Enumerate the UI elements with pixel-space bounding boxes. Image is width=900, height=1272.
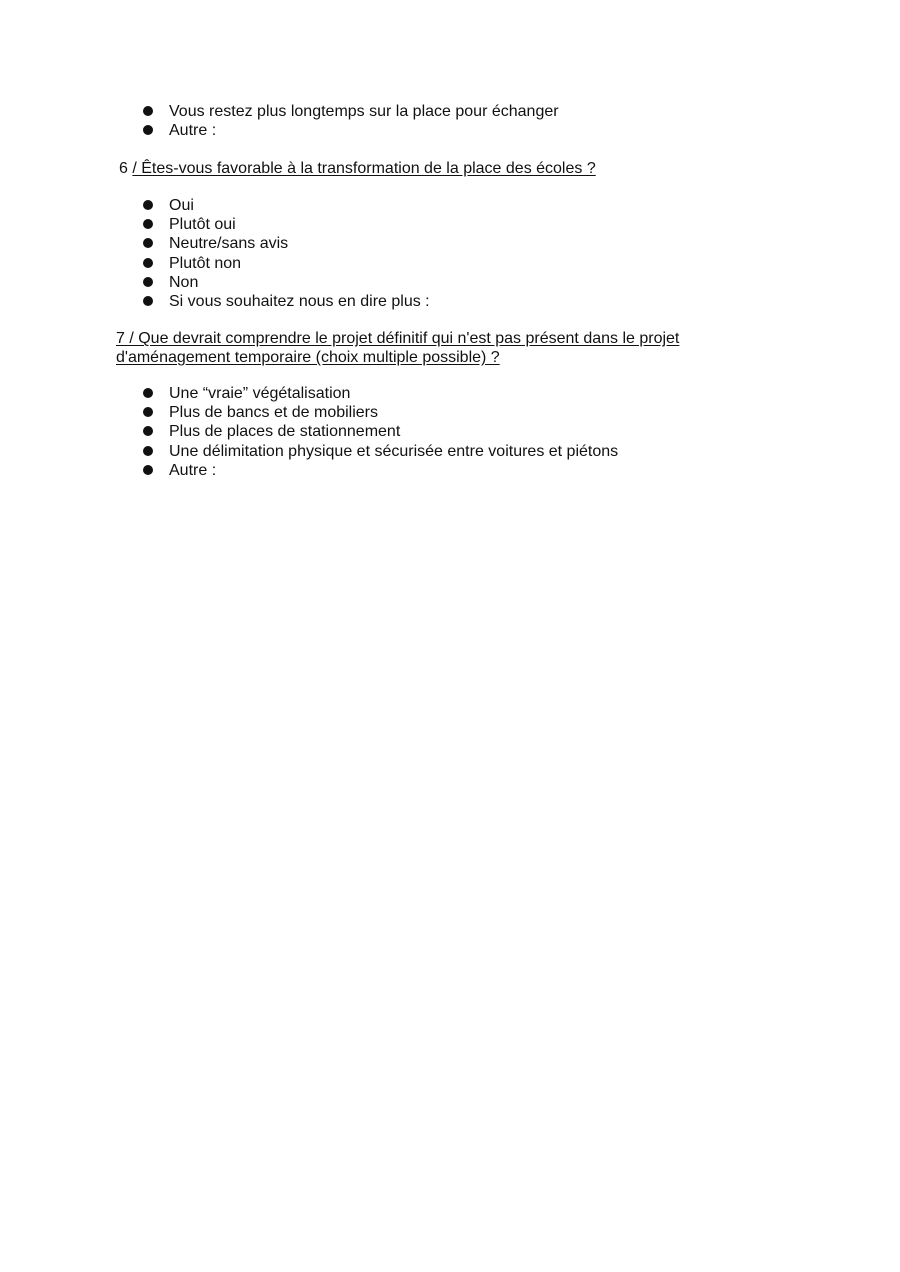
option-label: Plutôt oui bbox=[169, 216, 236, 234]
bullet-icon bbox=[143, 388, 153, 398]
bullet-icon bbox=[143, 125, 153, 135]
continued-options-list bbox=[143, 102, 559, 140]
list-item bbox=[143, 442, 618, 461]
question-7-line-1: 7 / Que devrait comprendre le projet définitif qui n'est pas présent dans le projet bbox=[116, 330, 680, 347]
list-item bbox=[143, 196, 430, 215]
bullet-icon bbox=[143, 465, 153, 475]
option-label: Une délimitation physique et sécurisée entre voitures et piétons bbox=[169, 442, 619, 460]
bullet-icon bbox=[143, 446, 153, 456]
list-item bbox=[143, 102, 559, 121]
list-item bbox=[143, 403, 618, 422]
option-label: Plus de bancs et de mobiliers bbox=[169, 404, 378, 422]
list-item bbox=[143, 234, 430, 253]
bullet-icon bbox=[143, 258, 153, 268]
question-7-options bbox=[143, 384, 618, 480]
option-label: Non bbox=[169, 273, 199, 291]
bullet-icon bbox=[143, 426, 153, 436]
list-item bbox=[143, 215, 430, 234]
list-item bbox=[143, 384, 618, 403]
option-label: Autre : bbox=[169, 122, 217, 140]
question-6-text: / Êtes-vous favorable à la transformation de la place des écoles ? bbox=[132, 160, 596, 177]
option-label: Autre : bbox=[169, 461, 217, 479]
bullet-icon bbox=[143, 238, 153, 248]
question-7 bbox=[116, 329, 679, 367]
bullet-icon bbox=[143, 219, 153, 229]
bullet-icon bbox=[143, 407, 153, 417]
option-label: Oui bbox=[169, 197, 194, 214]
list-item bbox=[143, 461, 618, 480]
question-6-number: 6 bbox=[119, 160, 128, 177]
bullet-icon bbox=[143, 277, 153, 287]
list-item bbox=[143, 292, 430, 311]
option-label: Plus de places de stationnement bbox=[169, 423, 401, 441]
bullet-icon bbox=[143, 296, 153, 306]
question-6 bbox=[119, 159, 596, 178]
option-label: Une “vraie” végétalisation bbox=[169, 385, 351, 402]
bullet-icon bbox=[143, 106, 153, 116]
option-label: Si vous souhaitez nous en dire plus : bbox=[169, 292, 430, 310]
list-item bbox=[143, 121, 559, 140]
question-6-options bbox=[143, 196, 430, 311]
option-label: Neutre/sans avis bbox=[169, 235, 289, 253]
option-label: Plutôt non bbox=[169, 254, 242, 272]
list-item bbox=[143, 254, 430, 273]
bullet-icon bbox=[143, 200, 153, 210]
list-item bbox=[143, 273, 430, 292]
question-7-line-2: d'aménagement temporaire (choix multiple possible) ? bbox=[116, 349, 500, 366]
option-label: Vous restez plus longtemps sur la place pour échanger bbox=[169, 103, 559, 120]
list-item bbox=[143, 422, 618, 441]
